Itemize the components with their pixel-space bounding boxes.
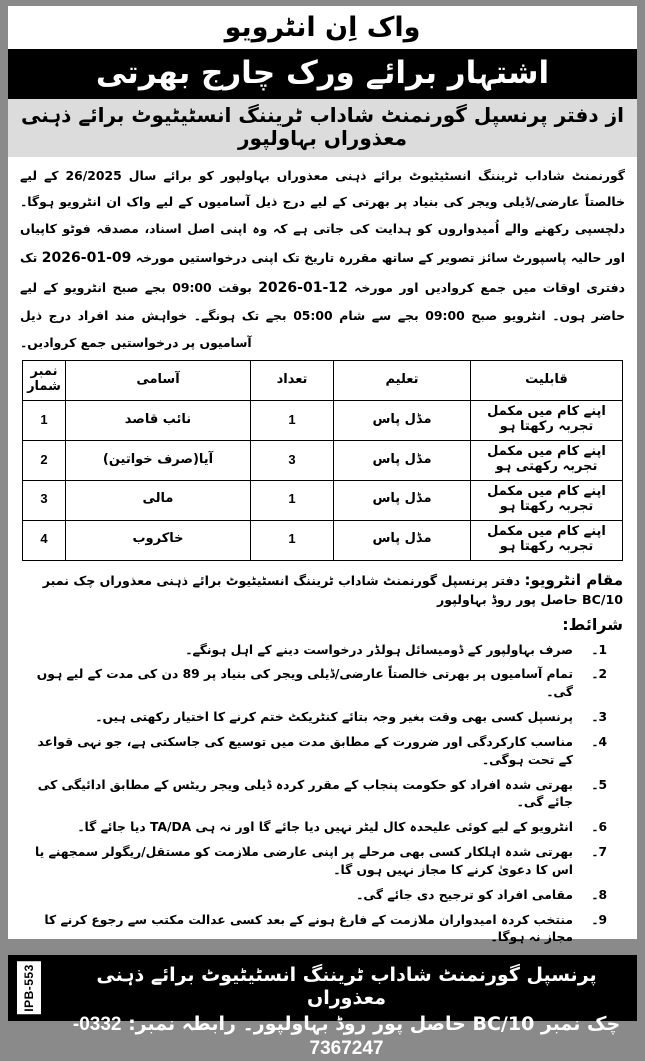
cell-qualification: اپنے کام میں مکمل تجربہ رکھتا ہو [471,520,623,560]
cell-post: مالی [66,480,251,520]
condition-index: 6۔ [591,820,607,835]
venue-text-before: دفتر پرنسپل گورنمنٹ شاداب ٹریننگ انسٹیٹیوٹ برائے ذہنی معذوراں چک نمبر [42,572,525,588]
cell-serial: 3 [23,480,66,520]
column-header-qualification: قابلیت [471,361,623,401]
cell-count: 1 [251,401,334,441]
footer-address-line [70,1013,623,1061]
column-header-education: تعلیم [334,361,471,401]
table-header-row [23,361,623,401]
condition-index: 3۔ [591,710,607,725]
condition-text: صرف بہاولپور کے ڈومیسائل ہولڈر درخواست دینے کے اہل ہونگے۔ [185,642,573,657]
footer-address-after: حاصل پور روڈ بہاولپور۔ رابطہ نمبر: [121,1013,473,1036]
table-row [23,401,623,441]
condition-text: پرنسپل کسی بھی وقت بغیر وجہ بتائے کنٹریکٹ ختم کرنے کا اختیار رکھتی ہیں۔ [95,710,573,725]
venue-text-after: حاصل پور روڈ بہاولپور [437,592,583,608]
issuing-office-banner: از دفتر پرنسپل گورنمنٹ شاداب ٹریننگ انسٹیٹیوٹ برائے ذہنی معذوراں بہاولپور [8,99,637,157]
column-header-count: تعداد [251,361,334,401]
reference-code-text: IPB-553 [22,963,36,1012]
condition-item [22,663,607,706]
footer-address-before: چک نمبر [534,1013,621,1036]
condition-text: بھرتی شدہ اہلکار کسی بھی مرحلے پر اپنی عارضی ملازمت کو مستقل/ریگولر سمجھنے یا اس کا دعویٰ کرنے کا مجاز نہیں ہوں گا۔ [35,845,573,877]
footer-institute-name: پرنسپل گورنمنٹ شاداب ٹریننگ انسٹیٹیوٹ برائے ذہنی معذوراں [96,963,597,1010]
body-text-part-3: بوقت 09:00 بجے صبح انٹرویو کے لیے حاضر ہوں۔ انٹرویو صبح 09:00 بجے سے شام 05:00 بجے تک ہونگے۔ خواہش مند افراد درج ذیل آسامیوں پر درخواستیں جمع کروادیں۔ [20,279,626,350]
venue-chak-number: 10/BC [582,592,623,608]
conditions-title: شرائط: [562,615,623,635]
table-row [23,441,623,481]
table-row [23,520,623,560]
condition-item [22,883,607,908]
cell-education: مڈل پاس [334,401,471,441]
advertisement-body-paragraph [8,157,637,359]
condition-index: 8۔ [591,887,607,902]
cell-post: آیا(صرف خواتین) [66,441,251,481]
cell-post: خاکروب [66,520,251,560]
footer-chak-number: 10/BC [472,1013,535,1036]
main-heading-banner: اشتہار برائے ورک چارج بھرتی [8,49,637,99]
condition-text: منتخب کردہ امیدواران ملازمت کے فارغ ہونے کے بعد کسی عدالت مکتب سے رجوع کرنے کا مجاز نہ ہوگا۔ [44,912,573,945]
condition-text: مناسب کارکردگی اور ضرورت کے مطابق مدت میں توسیع کی جاسکتی ہے، جو نہی قواعد کے تحت ہوگی۔ [37,734,573,767]
condition-index: 1۔ [591,642,607,657]
cell-serial: 2 [23,441,66,481]
cell-education: مڈل پاس [334,520,471,560]
condition-text: مقامی افراد کو ترجیح دی جائے گی۔ [356,887,573,902]
application-deadline-date: 09-01-2026 [41,249,132,266]
conditions-list [8,636,637,955]
footer-phone-number: 0332-7367247 [72,1014,384,1059]
cell-qualification: اپنے کام میں مکمل تجربہ رکھتا ہو [471,480,623,520]
advertisement-page [8,6,637,1059]
body-text-part-2: تک دفتری اوقات میں جمع کروادیں اور مورخہ [20,249,625,295]
footer-contact-block [8,955,637,1059]
cell-count: 1 [251,520,334,560]
condition-index: 2۔ [591,667,607,682]
condition-index: 5۔ [591,777,607,792]
vacancies-table [22,360,623,560]
body-text-part-1: گورنمنٹ شاداب ٹریننگ انسٹیٹیوٹ برائے ذہنی معذوراں بہاولپور کو برائے سال 26/2025 کے لیے خالصتاً عارضی/ڈیلی ویجر کی بنیاد پر بھرتی کے لیے درج ذیل آسامیوں کے لیے واک ان انٹرویو ہوگا۔ دلچسپی رکھنے والے اُمیدواروں کو ہدایت کی جاتی ہے کہ وہ اپنی اصل اسناد، مصدقہ فوٹو کاپیاں اور حالیہ پاسپورٹ سائز تصویر کے ساتھ مقررہ تاریخ تک اپنی درخواستیں مورخہ [20,167,625,265]
cell-serial: 1 [23,401,66,441]
condition-item [22,638,607,663]
cell-serial: 4 [23,520,66,560]
cell-qualification: اپنے کام میں مکمل تجربہ رکھتی ہو [471,441,623,481]
vacancies-table-wrapper [8,358,637,560]
venue-label: مقام انٹرویو: [524,570,623,589]
interview-venue [8,561,637,612]
condition-item [22,816,607,841]
cell-education: مڈل پاس [334,480,471,520]
condition-text: تمام آسامیوں پر بھرتی خالصتاً عارضی/ڈیلی ویجر کی بنیاد پر 89 دن کی مدت کے لیے ہوں گی۔ [36,667,573,700]
condition-item [22,773,607,816]
condition-item [22,706,607,731]
condition-index: 7۔ [591,845,607,860]
column-header-post: آسامی [66,361,251,401]
cell-count: 1 [251,480,334,520]
condition-item [22,908,607,951]
condition-index: 4۔ [591,734,607,749]
cell-qualification: اپنے کام میں مکمل تجربہ رکھتا ہو [471,401,623,441]
interview-date: 12-01-2026 [258,279,348,296]
cell-education: مڈل پاس [334,441,471,481]
condition-item [22,841,607,884]
cell-count: 3 [251,441,334,481]
condition-text: انٹرویو کے لیے کوئی علیحدہ کال لیٹر نہیں دیا جائے گا اور نہ ہی TA/DA دیا جائے گا۔ [77,820,573,835]
condition-text: بھرتی شدہ افراد کو حکومت پنجاب کے مقرر کردہ ڈیلی ویجر ریٹس کے مطابق ادائیگی کی جائے گی۔ [37,777,573,810]
cell-post: نائب قاصد [66,401,251,441]
condition-index: 9۔ [591,912,607,927]
column-header-serial: نمبر شمار [23,361,66,401]
walk-in-title: واک اِن انٹرویو [224,12,421,43]
reference-code-badge [17,961,41,1015]
table-row [23,480,623,520]
condition-item [22,730,607,773]
